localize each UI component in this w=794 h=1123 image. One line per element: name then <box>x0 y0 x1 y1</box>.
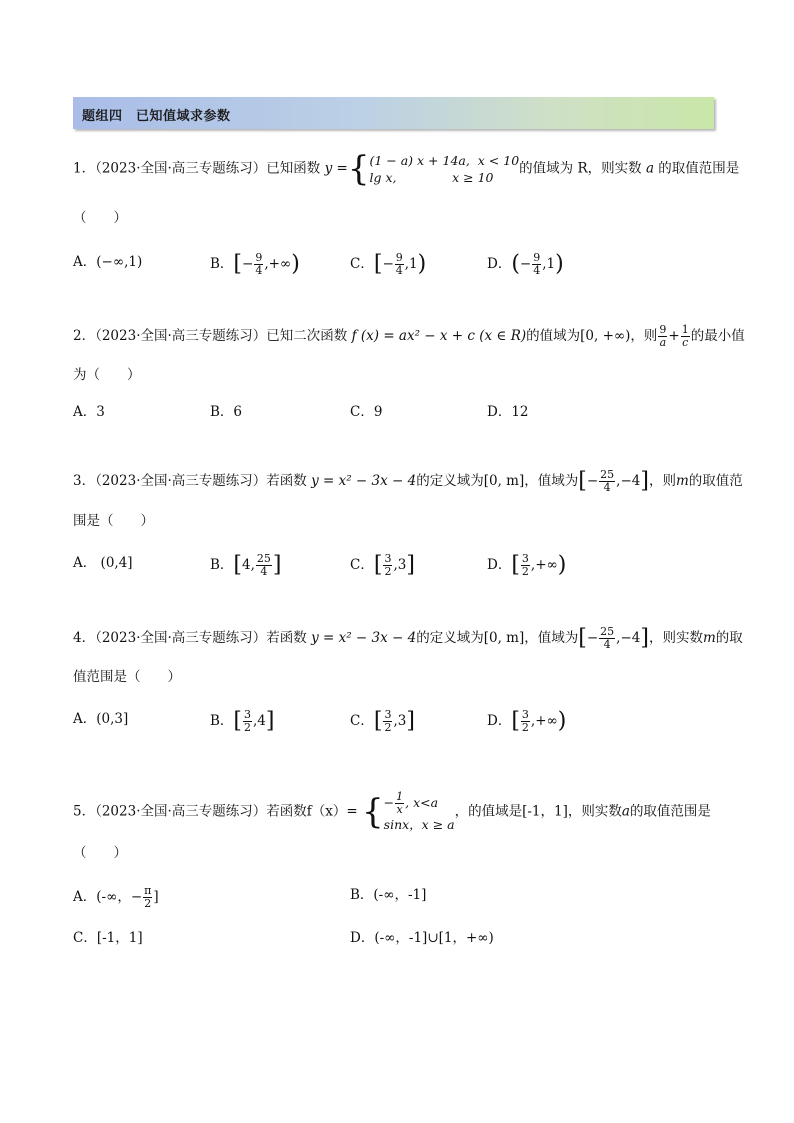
q1-option-c[interactable]: C．[− $\frac{9}{4}$ ,1) <box>350 251 427 277</box>
section-title: 题组四 已知值域求参数 <box>82 109 231 124</box>
q4-option-a[interactable]: A．(0,3] <box>73 711 129 727</box>
q5-option-b[interactable]: B．(-∞，-1] <box>350 887 427 903</box>
question-5-stem: 5．（2023·全国·高三专题练习）若函数f（x）= {− $\frac{1}{x}$ , x<a sinx，x ≥ a，的值域是[-1，1]，则实数a的取值范围是 <box>73 790 711 832</box>
q3-option-a[interactable]: A． (0,4] <box>73 555 133 571</box>
q1-option-a[interactable]: A．(−∞,1) <box>73 254 143 270</box>
question-4-line2: 值范围是（ ） <box>73 669 181 685</box>
q5-option-c[interactable]: C．[-1，1] <box>73 930 143 946</box>
q4-option-c[interactable]: C．[ $\frac{3}{2}$ ,3] <box>350 708 415 734</box>
question-1-blank: （ ） <box>73 210 127 226</box>
q2-option-d[interactable]: D．12 <box>487 404 529 420</box>
q3-option-d[interactable]: D．[ $\frac{3}{2}$ ,+∞) <box>487 552 567 578</box>
q2-option-c[interactable]: C．9 <box>350 404 383 420</box>
q4-option-b[interactable]: B．[ $\frac{3}{2}$ ,4] <box>210 708 275 734</box>
question-1-stem: 1．（2023·全国·高三专题练习）已知函数 y ={(1 − a) x + 14a, x < 10 lg x, x ≥ 10的值域为 R，则实数 a 的取值范围是 <box>73 149 740 189</box>
question-2-stem: 2．（2023·全国·高三专题练习）已知二次函数 f (x) = ax² − x + c (x ∈ R)的值域为[0, +∞)，则 $\frac{9}{a}$ + $\frac{1}{c}$ 的最小值 <box>73 323 745 349</box>
question-3-line2: 围是（ ） <box>73 513 154 529</box>
q5-option-d[interactable]: D．(-∞，-1]∪[1，+∞) <box>350 930 494 946</box>
q3-option-c[interactable]: C．[ $\frac{3}{2}$ ,3] <box>350 552 415 578</box>
section-header <box>73 97 714 129</box>
q5-option-a[interactable]: A．(-∞，− $\frac{\pi}{2}$ ] <box>73 884 159 910</box>
question-5-blank: （ ） <box>73 845 127 861</box>
q1-option-d[interactable]: D．(− $\frac{9}{4}$ ,1) <box>487 251 564 277</box>
q2-option-b[interactable]: B．6 <box>210 404 243 420</box>
q3-option-b[interactable]: B．[4, $\frac{25}{4}$ ] <box>210 552 282 578</box>
question-2-line2: 为（ ） <box>73 367 141 383</box>
question-4-stem: 4．（2023·全国·高三专题练习）若函数 y = x² − 3x − 4的定义域为[0, m]，值域为[− $\frac{25}{4}$ ,−4]，则实数m的取 <box>73 625 743 651</box>
q2-option-a[interactable]: A．3 <box>73 404 105 420</box>
question-3-stem: 3．（2023·全国·高三专题练习）若函数 y = x² − 3x − 4的定义域为[0, m]，值域为[− $\frac{25}{4}$ ,−4]，则m的取值范 <box>73 468 743 494</box>
q1-option-b[interactable]: B．[− $\frac{9}{4}$ ,+∞) <box>210 251 300 277</box>
q4-option-d[interactable]: D．[ $\frac{3}{2}$ ,+∞) <box>487 708 567 734</box>
